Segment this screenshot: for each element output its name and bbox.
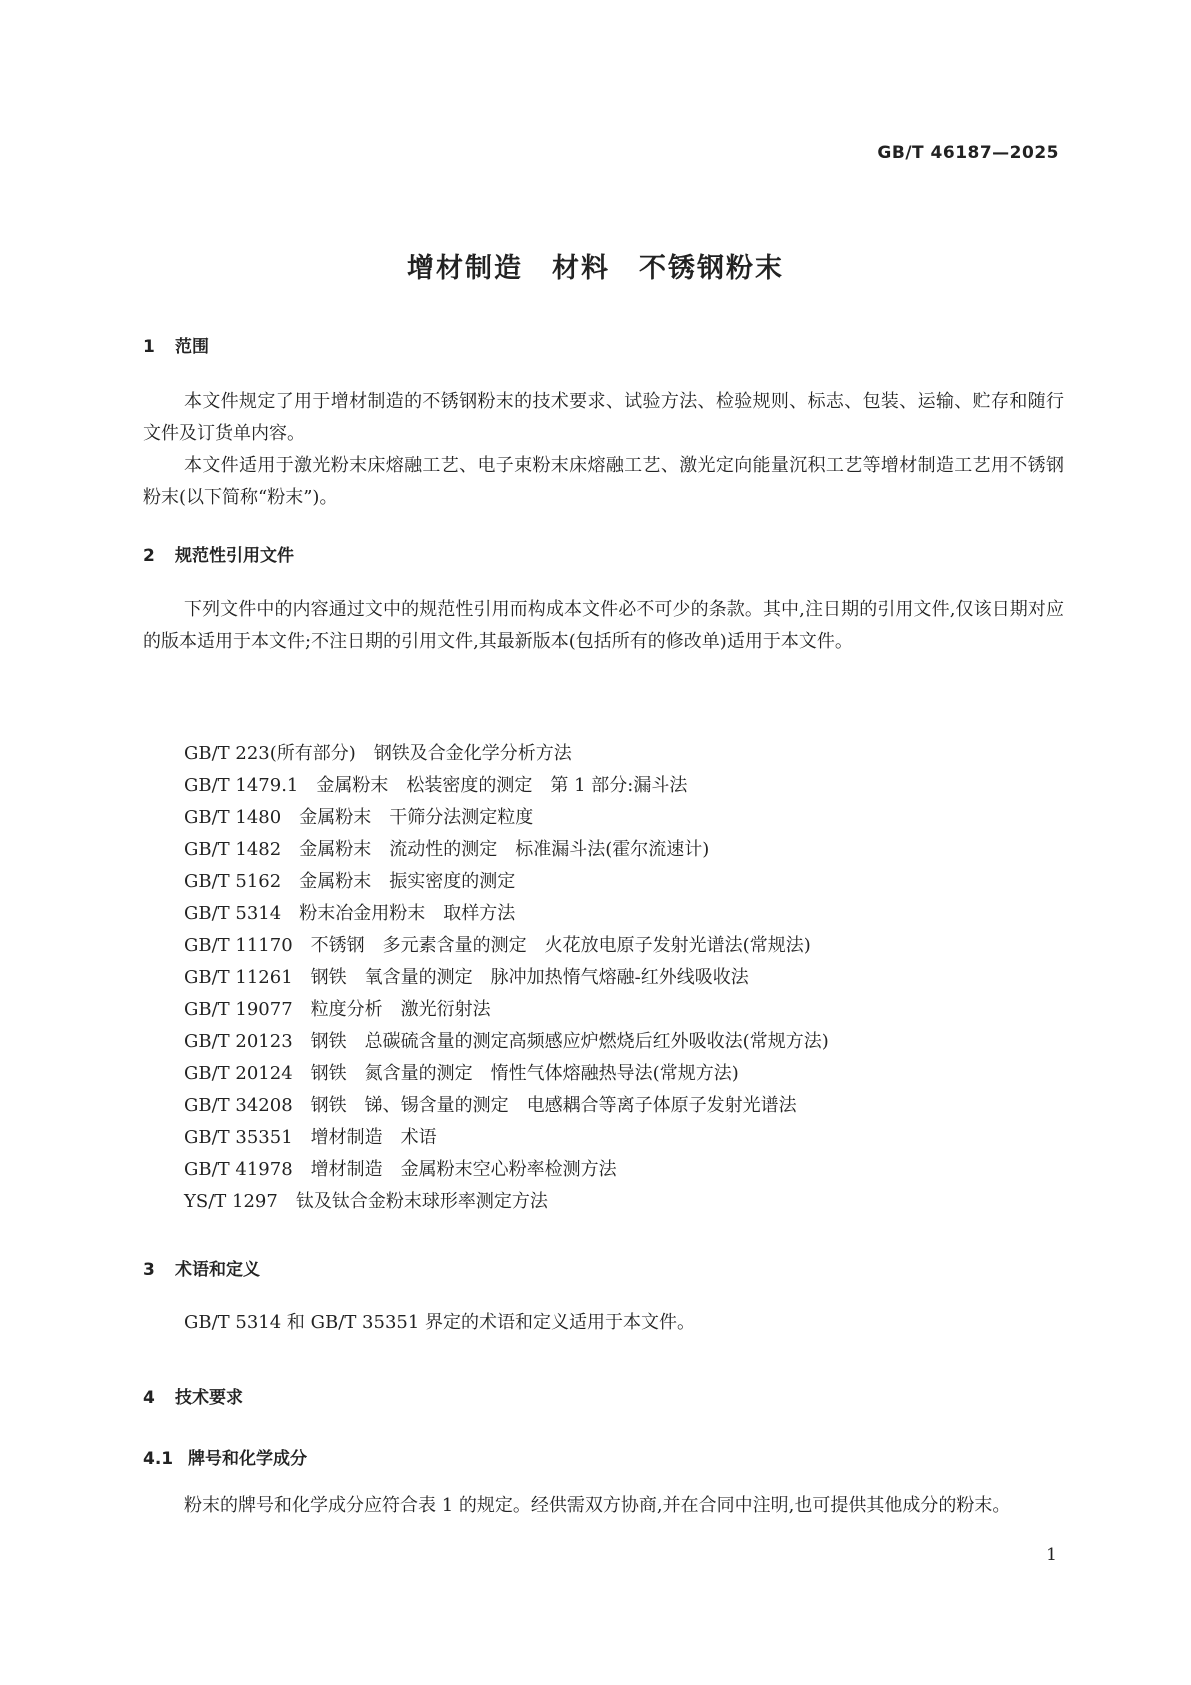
section-1-paragraph-1: 本文件规定了用于增材制造的不锈钢粉末的技术要求、试验方法、检验规则、标志、包装、运输、贮存和随行文件及订货单内容。 <box>143 391 1064 444</box>
subsection-number: 4.1 <box>143 1449 174 1469</box>
reference-item <box>184 930 829 962</box>
reference-item <box>184 1058 829 1090</box>
section-title: 范围 <box>175 337 209 357</box>
reference-item <box>184 738 829 770</box>
reference-title: 钢铁及合金化学分析方法 <box>373 743 572 764</box>
reference-code: GB/T 41978 <box>184 1159 293 1180</box>
reference-item <box>184 898 829 930</box>
reference-item <box>184 1186 829 1218</box>
reference-item <box>184 802 829 834</box>
reference-code: GB/T 11261 <box>184 967 293 988</box>
reference-title: 增材制造 金属粉末空心粉率检测方法 <box>310 1159 617 1180</box>
reference-item <box>184 994 829 1026</box>
reference-title: 金属粉末 干筛分法测定粒度 <box>299 807 534 828</box>
reference-code: GB/T 1482 <box>184 839 282 860</box>
section-3-paragraph: GB/T 5314 和 GB/T 35351 界定的术语和定义适用于本文件。 <box>184 1312 696 1333</box>
reference-item <box>184 1090 829 1122</box>
section-number: 3 <box>143 1260 155 1280</box>
reference-title: 钛及钛合金粉末球形率测定方法 <box>295 1191 548 1212</box>
reference-title: 钢铁 氧含量的测定 脉冲加热惰气熔融-红外线吸收法 <box>310 967 749 988</box>
reference-title: 钢铁 锑、锡含量的测定 电感耦合等离子体原子发射光谱法 <box>310 1095 797 1116</box>
section-number: 2 <box>143 546 155 566</box>
reference-code: GB/T 5162 <box>184 871 282 892</box>
section-2-heading <box>143 541 294 566</box>
section-title: 规范性引用文件 <box>175 546 294 566</box>
reference-title: 不锈钢 多元素含量的测定 火花放电原子发射光谱法(常规法) <box>310 935 811 956</box>
reference-item <box>184 1026 829 1058</box>
reference-item <box>184 1122 829 1154</box>
reference-code: GB/T 20124 <box>184 1063 293 1084</box>
reference-item <box>184 866 829 898</box>
reference-title: 钢铁 总碳硫含量的测定高频感应炉燃烧后红外吸收法(常规方法) <box>310 1031 829 1052</box>
section-number: 4 <box>143 1388 155 1408</box>
section-title: 术语和定义 <box>175 1260 260 1280</box>
section-number: 1 <box>143 337 155 357</box>
subsection-4-1-heading <box>143 1444 307 1469</box>
standard-number: GB/T 46187—2025 <box>877 143 1059 163</box>
reference-title: 增材制造 术语 <box>310 1127 437 1148</box>
reference-title: 金属粉末 松装密度的测定 第 1 部分:漏斗法 <box>316 775 688 796</box>
section-title: 技术要求 <box>175 1388 243 1408</box>
reference-code: GB/T 1479.1 <box>184 775 299 796</box>
reference-title: 粒度分析 激光衍射法 <box>310 999 491 1020</box>
section-1-heading <box>143 332 209 357</box>
reference-item <box>184 1154 829 1186</box>
page-number: 1 <box>1046 1545 1057 1565</box>
reference-code: YS/T 1297 <box>184 1191 278 1212</box>
section-3-heading <box>143 1255 260 1280</box>
reference-title: 金属粉末 振实密度的测定 <box>299 871 516 892</box>
reference-list <box>184 738 829 1218</box>
section-4-heading <box>143 1383 243 1408</box>
reference-title: 金属粉末 流动性的测定 标准漏斗法(霍尔流速计) <box>299 839 710 860</box>
reference-item <box>184 834 829 866</box>
section-2-intro: 下列文件中的内容通过文中的规范性引用而构成本文件必不可少的条款。其中,注日期的引用文件,仅该日期对应的版本适用于本文件;不注日期的引用文件,其最新版本(包括所有的修改单)适用于本文件。 <box>143 599 1064 652</box>
subsection-4-1-paragraph: 粉末的牌号和化学成分应符合表 1 的规定。经供需双方协商,并在合同中注明,也可提供其他成分的粉末。 <box>184 1495 1011 1516</box>
reference-title: 粉末冶金用粉末 取样方法 <box>299 903 516 924</box>
subsection-title: 牌号和化学成分 <box>188 1449 307 1469</box>
reference-item <box>184 770 829 802</box>
document-title: 增材制造 材料 不锈钢粉末 <box>407 253 784 284</box>
reference-code: GB/T 35351 <box>184 1127 293 1148</box>
reference-code: GB/T 34208 <box>184 1095 293 1116</box>
reference-title: 钢铁 氮含量的测定 惰性气体熔融热导法(常规方法) <box>310 1063 739 1084</box>
reference-code: GB/T 223(所有部分) <box>184 743 356 764</box>
reference-code: GB/T 19077 <box>184 999 293 1020</box>
reference-code: GB/T 20123 <box>184 1031 293 1052</box>
reference-code: GB/T 1480 <box>184 807 282 828</box>
reference-code: GB/T 11170 <box>184 935 293 956</box>
reference-code: GB/T 5314 <box>184 903 282 924</box>
reference-item <box>184 962 829 994</box>
section-1-paragraph-2: 本文件适用于激光粉末床熔融工艺、电子束粉末床熔融工艺、激光定向能量沉积工艺等增材制造工艺用不锈钢粉末(以下简称“粉末”)。 <box>143 455 1064 508</box>
